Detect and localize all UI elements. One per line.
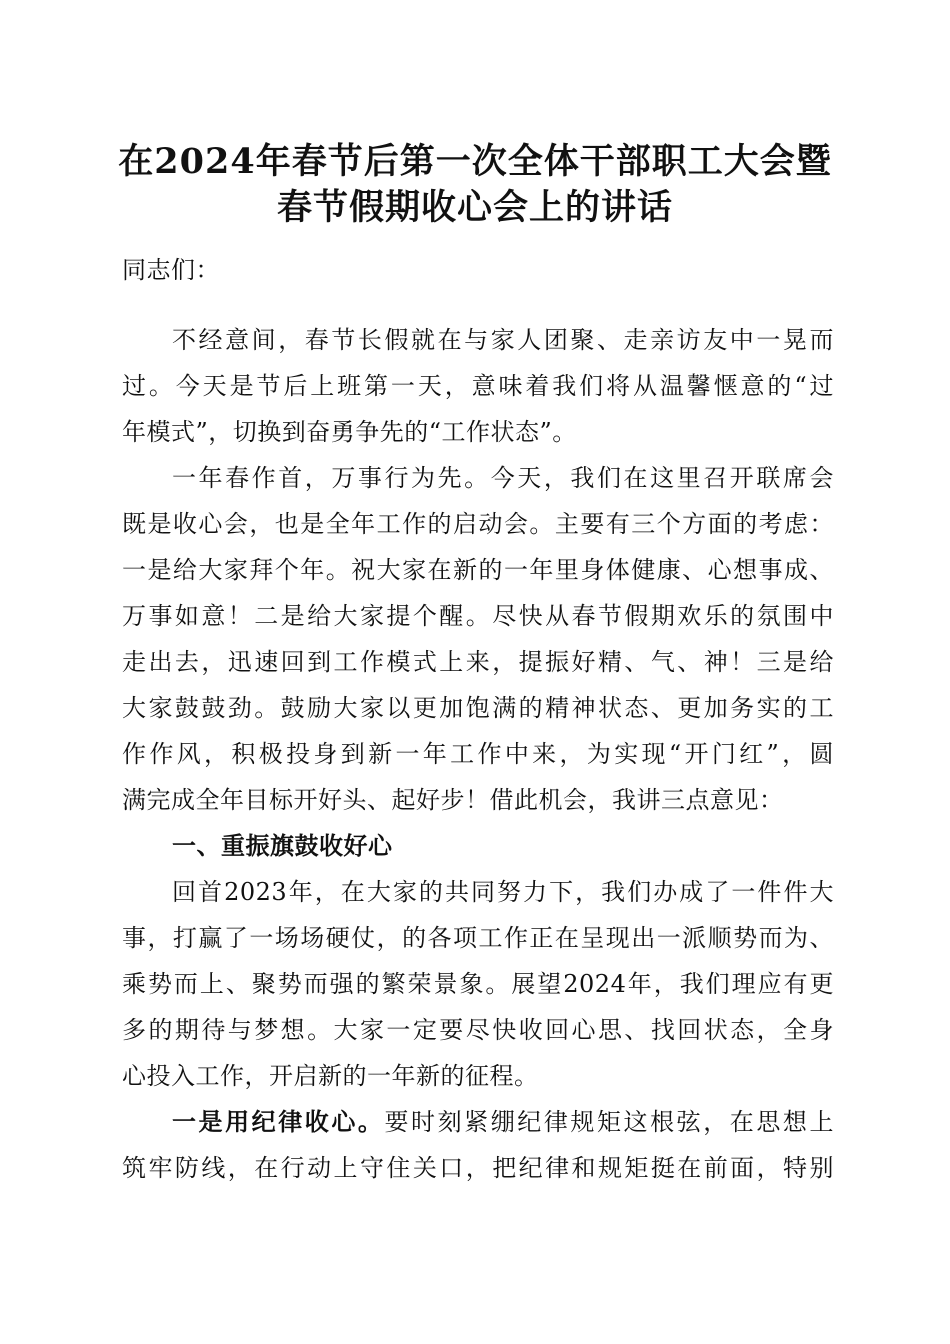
paragraph-3-line-2: 事，打赢了一场场硬仗，的各项工作正在呈现出一派顺势而为、	[122, 924, 834, 952]
paragraph-3-line-3: 乘势而上、聚势而强的繁荣景象。展望2024年，我们理应有更	[122, 970, 834, 998]
paragraph-2-line-5: 走出去，迅速回到工作模式上来，提振好精、气、神！三是给	[122, 648, 834, 676]
paragraph-2-line-8: 满完成全年目标开好头、起好步！借此机会，我讲三点意见：	[122, 786, 784, 814]
paragraph-3-line-4: 多的期待与梦想。大家一定要尽快收回心思、找回状态，全身	[122, 1016, 834, 1044]
document-title-line-1: 在2024年春节后第一次全体干部职工大会暨	[118, 141, 832, 182]
document-title-line-2: 春节假期收心会上的讲话	[276, 187, 673, 228]
paragraph-2-line-3: 一是给大家拜个年。祝大家在新的一年里身体健康、心想事成、	[122, 556, 834, 584]
paragraph-2-line-4: 万事如意！二是给大家提个醒。尽快从春节假期欢乐的氛围中	[122, 602, 834, 630]
paragraph-2-line-7: 作作风，积极投身到新一年工作中来，为实现“开门红”，圆	[122, 740, 834, 768]
paragraph-2-line-1: 一年春作首，万事行为先。今天，我们在这里召开联席会	[172, 464, 834, 492]
paragraph-4-line-1-text: 要时刻紧绷纪律规矩这根弦，在思想上	[384, 1108, 834, 1136]
paragraph-4-lead: 一是用纪律收心。	[172, 1107, 385, 1136]
paragraph-2-line-6: 大家鼓鼓劲。鼓励大家以更加饱满的精神状态、更加务实的工	[122, 694, 834, 722]
paragraph-1-line-2: 过。今天是节后上班第一天，意味着我们将从温馨惬意的“过	[122, 372, 834, 400]
paragraph-1-line-1: 不经意间，春节长假就在与家人团聚、走亲访友中一晃而	[172, 326, 834, 354]
section-heading-1: 一、重振旗鼓收好心	[172, 832, 393, 860]
salutation: 同志们：	[122, 256, 220, 284]
paragraph-3-line-5: 心投入工作，开启新的一年新的征程。	[122, 1062, 539, 1090]
paragraph-2-line-2: 既是收心会，也是全年工作的启动会。主要有三个方面的考虑：	[122, 510, 834, 538]
paragraph-4-line-2: 筑牢防线，在行动上守住关口，把纪律和规矩挺在前面，特别	[122, 1154, 834, 1182]
paragraph-1-line-3: 年模式”，切换到奋勇争先的“工作状态”。	[122, 418, 577, 446]
paragraph-4-line-1	[172, 1102, 834, 1142]
paragraph-3-line-1: 回首2023年，在大家的共同努力下，我们办成了一件件大	[172, 878, 834, 906]
